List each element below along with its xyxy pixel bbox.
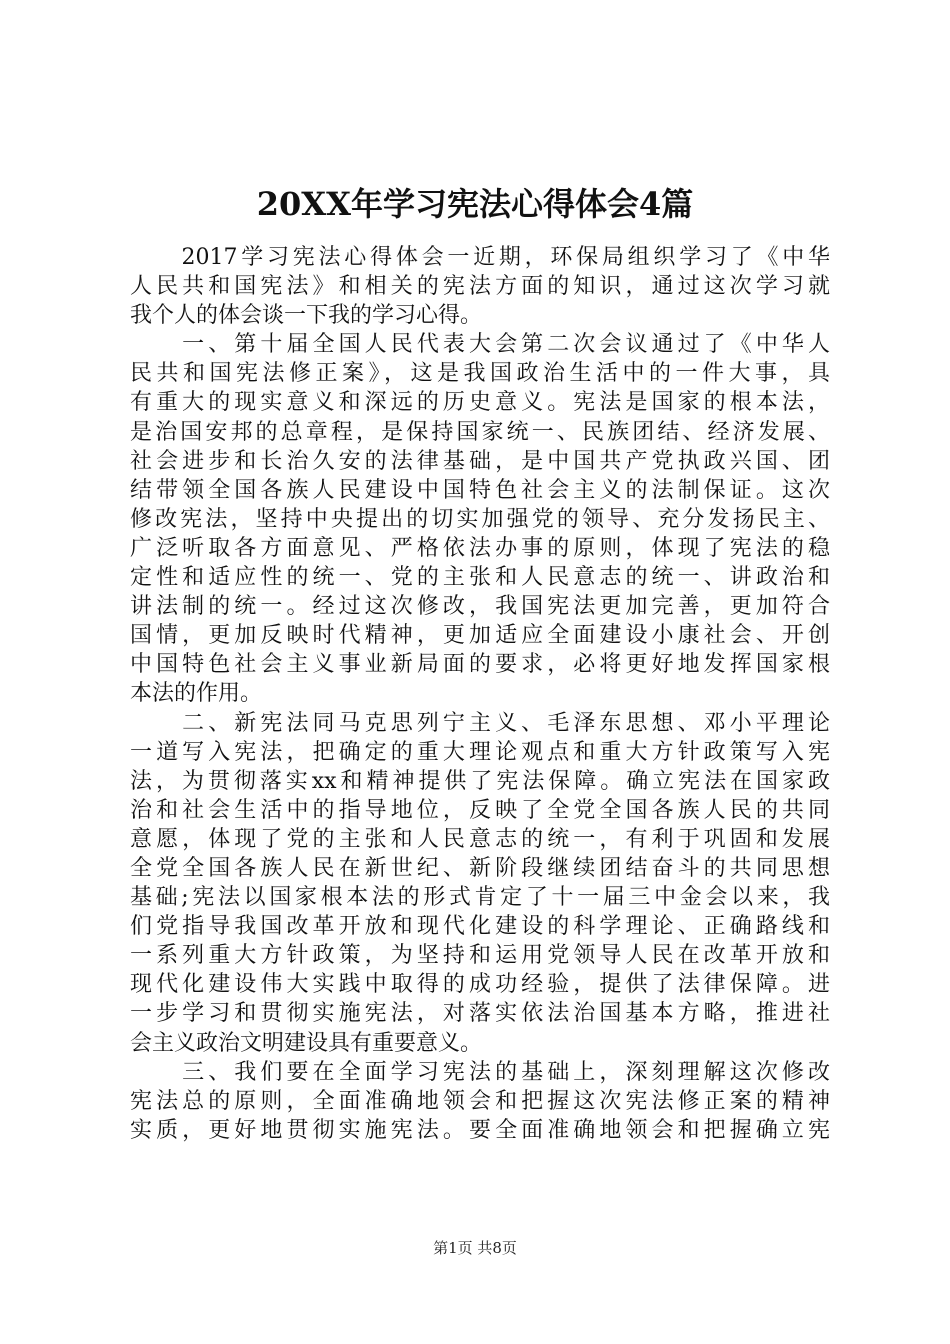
paragraph-4 — [130, 1058, 830, 1145]
text-line: 治和社会生活中的指导地位，反映了全党全国各族人民的共同 — [130, 797, 830, 823]
text-line: 有重大的现实意义和深远的历史意义。宪法是国家的根本法， — [130, 390, 830, 416]
text-line: 三、我们要在全面学习宪法的基础上，深刻理解这次修改 — [130, 1059, 830, 1085]
text-line: 实质，更好地贯彻实施宪法。要全面准确地领会和把握确立宪 — [130, 1117, 830, 1143]
text-line: 宪法总的原则，全面准确地领会和把握这次宪法修正案的精神 — [130, 1088, 830, 1114]
text-line: 讲法制的统一。经过这次修改，我国宪法更加完善，更加符合 — [130, 594, 830, 620]
paragraph-2 — [130, 330, 830, 708]
text-line: 一步学习和贯彻实施宪法，对落实依法治国基本方略，推进社 — [130, 1001, 830, 1027]
text-line: 我个人的体会谈一下我的学习心得。 — [130, 303, 483, 329]
text-line: 本法的作用。 — [130, 681, 263, 707]
text-line: 一、第十届全国人民代表大会第二次会议通过了《中华人 — [130, 332, 830, 358]
text-line: 现代化建设伟大实践中取得的成功经验，提供了法律保障。进 — [130, 972, 830, 998]
text-line: 二、新宪法同马克思列宁主义、毛泽东思想、邓小平理论 — [130, 710, 830, 736]
text-line: 们党指导我国改革开放和现代化建设的科学理论、正确路线和 — [130, 914, 830, 940]
text-line: 2017学习宪法心得体会一近期，环保局组织学习了《中华 — [130, 245, 830, 270]
text-line: 法，为贯彻落实xx和精神提供了宪法保障。确立宪法在国家政 — [130, 768, 830, 794]
text-line: 意愿，体现了党的主张和人民意志的统一，有利于巩固和发展 — [130, 826, 830, 852]
text-line: 定性和适应性的统一、党的主张和人民意志的统一、讲政治和 — [130, 565, 830, 591]
text-line: 修改宪法，坚持中央提出的切实加强党的领导、充分发扬民主、 — [130, 506, 830, 532]
document-body — [130, 243, 830, 1145]
text-line: 广泛听取各方面意见、严格依法办事的原则，体现了宪法的稳 — [130, 535, 830, 561]
text-line: 国情，更加反映时代精神，更加适应全面建设小康社会、开创 — [130, 623, 830, 649]
paragraph-1 — [130, 243, 830, 330]
text-line: 全党全国各族人民在新世纪、新阶段继续团结奋斗的共同思想 — [130, 855, 830, 881]
text-line: 人民共和国宪法》和相关的宪法方面的知识，通过这次学习就 — [130, 274, 830, 300]
paragraph-3 — [130, 709, 830, 1058]
text-line: 中国特色社会主义事业新局面的要求，必将更好地发挥国家根 — [130, 652, 830, 678]
text-line: 会主义政治文明建设具有重要意义。 — [130, 1030, 483, 1056]
text-line: 民共和国宪法修正案》，这是我国政治生活中的一件大事，具 — [130, 361, 830, 387]
text-line: 是治国安邦的总章程，是保持国家统一、民族团结、经济发展、 — [130, 419, 830, 445]
page-footer: 第1页 共8页 — [433, 1239, 517, 1257]
text-line: 一系列重大方针政策，为坚持和运用党领导人民在改革开放和 — [130, 943, 830, 969]
text-line: 一道写入宪法，把确定的重大理论观点和重大方针政策写入宪 — [130, 739, 830, 765]
text-line: 基础;宪法以国家根本法的形式肯定了十一届三中金会以来，我 — [130, 885, 830, 911]
document-title: 20XX年学习宪法心得体会4篇 — [256, 185, 694, 223]
text-line: 社会进步和长治久安的法律基础，是中国共产党执政兴国、团 — [130, 448, 830, 474]
text-line: 结带领全国各族人民建设中国特色社会主义的法制保证。这次 — [130, 477, 830, 503]
